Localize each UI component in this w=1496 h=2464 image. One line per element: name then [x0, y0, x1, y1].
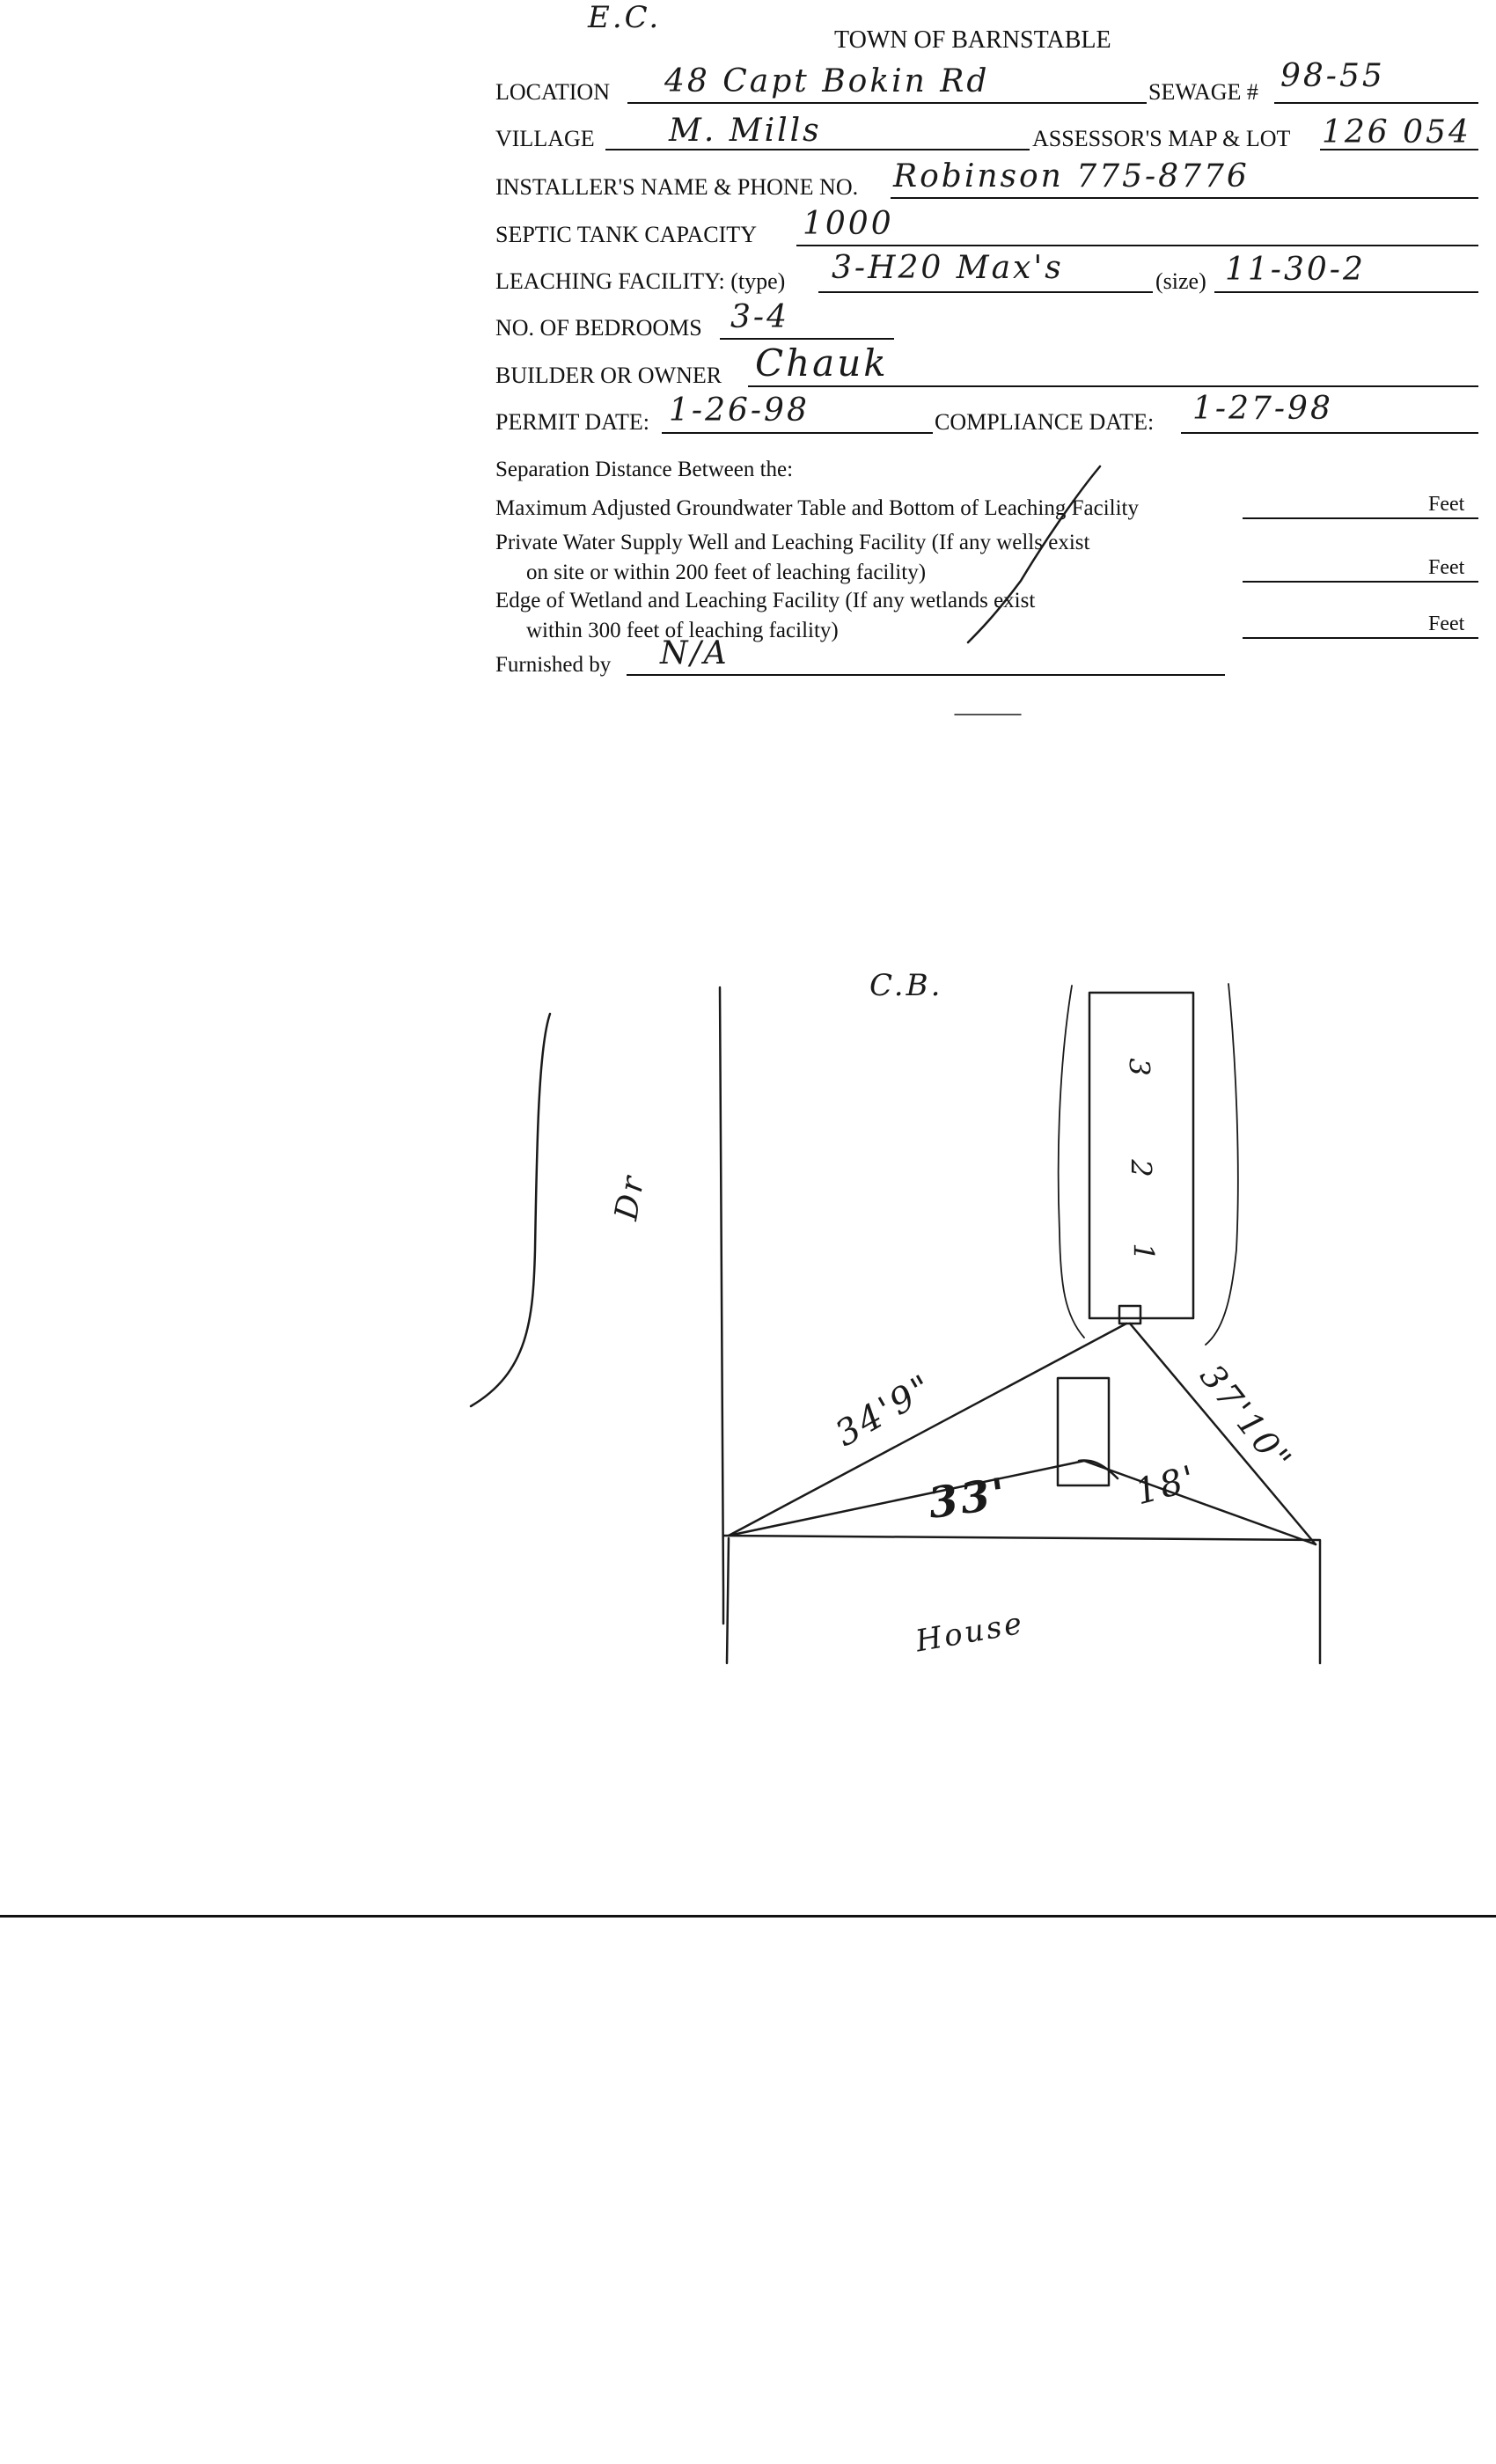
septic-label: SEPTIC TANK CAPACITY: [495, 222, 757, 247]
assessor-value: 126 054: [1322, 114, 1471, 150]
location-label: LOCATION: [495, 79, 610, 105]
permit-label: PERMIT DATE:: [495, 409, 650, 435]
trench-unit-1: 1: [1126, 1243, 1161, 1264]
pipe-line: [1079, 1461, 1118, 1478]
lot-line-left: [720, 987, 723, 1624]
bedrooms-label: NO. OF BEDROOMS: [495, 315, 702, 341]
house-outline: [723, 1536, 1320, 1663]
installer-label: INSTALLER'S NAME & PHONE NO.: [495, 174, 859, 200]
separation-row-well-2: on site or within 200 feet of leaching facility): [526, 561, 927, 584]
distance-mid-right: 18': [1131, 1457, 1202, 1514]
distance-left: 34'9": [828, 1366, 942, 1456]
septic-tank: [1058, 1378, 1109, 1485]
separation-heading: Separation Distance Between the:: [495, 458, 794, 481]
page-divider: [0, 1915, 1496, 1918]
trench-outline-right: [1206, 984, 1238, 1345]
trench-unit-2: 2: [1124, 1159, 1158, 1180]
size-value: 11-30-2: [1225, 252, 1366, 288]
compliance-value: 1-27-98: [1192, 391, 1333, 427]
measure-line-center: [729, 1461, 1084, 1536]
village-label: VILLAGE: [495, 126, 595, 151]
sketch-label-top: C.B.: [869, 968, 943, 1003]
assessor-label: ASSESSOR'S MAP & LOT: [1032, 126, 1291, 151]
distance-center: 33': [925, 1468, 1011, 1529]
feet-unit-1: Feet: [1428, 493, 1465, 516]
location-value: 48 Capt Bokin Rd: [664, 63, 990, 99]
trench-outline-left: [1059, 986, 1084, 1338]
leaching-type-value: 3-H20 Max's: [832, 250, 1064, 286]
septic-value: 1000: [803, 206, 894, 242]
separation-row-wetland-2: within 300 feet of leaching facility): [526, 619, 839, 642]
house-left-wall: [727, 1538, 729, 1663]
builder-label: BUILDER OR OWNER: [495, 363, 722, 388]
village-value: M. Mills: [669, 113, 822, 149]
furnished-label: Furnished by: [495, 653, 612, 677]
separation-row-wetland-1: Edge of Wetland and Leaching Facility (If any wetlands exist: [495, 589, 1036, 612]
bedrooms-value: 3-4: [730, 299, 789, 335]
separation-row-groundwater: Maximum Adjusted Groundwater Table and Bottom of Leaching Facility: [495, 496, 1139, 520]
distribution-box: [1119, 1306, 1140, 1324]
furnished-value: N/A: [660, 635, 730, 671]
trench-unit-3: 3: [1122, 1058, 1156, 1079]
leaching-label: LEACHING FACILITY: (type): [495, 268, 786, 294]
installer-value: Robinson 775-8776: [893, 158, 1250, 194]
distance-right: 37'10": [1192, 1357, 1301, 1480]
sewage-value: 98-55: [1280, 58, 1385, 94]
strike-line: [968, 466, 1100, 642]
size-label: (size): [1155, 268, 1206, 294]
sketch-label-drive: Dr: [608, 1171, 652, 1223]
house-label: House: [913, 1605, 1028, 1660]
permit-value: 1-26-98: [669, 392, 810, 429]
leaching-trench: [1089, 993, 1193, 1318]
compliance-label: COMPLIANCE DATE:: [935, 409, 1155, 435]
form-title: TOWN OF BARNSTABLE: [834, 26, 1111, 54]
corner-mark: E.C.: [588, 0, 662, 35]
builder-value: Chauk: [755, 341, 889, 385]
feet-unit-3: Feet: [1428, 612, 1465, 635]
road-edge-curve: [471, 1014, 550, 1406]
sewage-label: SEWAGE #: [1148, 79, 1258, 105]
separation-row-well-1: Private Water Supply Well and Leaching Facility (If any wells exist: [495, 531, 1090, 554]
measure-line-left: [729, 1324, 1126, 1536]
feet-unit-2: Feet: [1428, 556, 1465, 579]
